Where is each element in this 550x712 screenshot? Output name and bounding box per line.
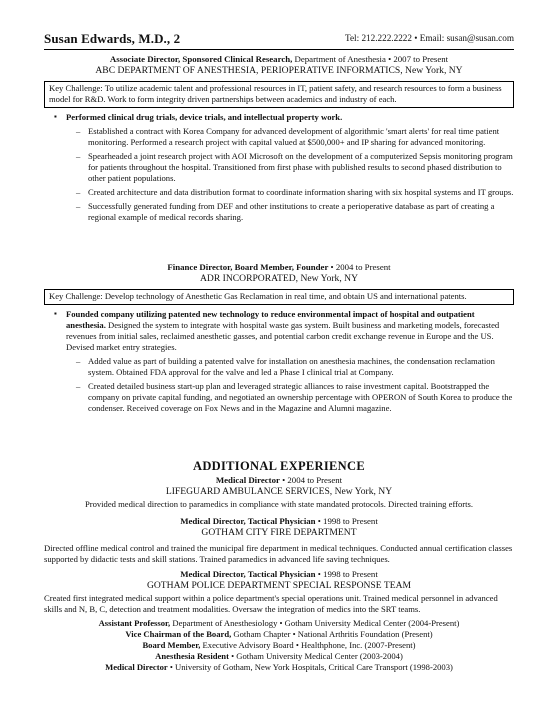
job-title-line <box>44 262 514 273</box>
other-role <box>44 662 514 673</box>
resume-header <box>44 30 514 48</box>
other-role <box>44 640 514 651</box>
role-organization: GOTHAM POLICE DEPARTMENT SPECIAL RESPONSE TEAM <box>146 580 412 592</box>
role-dates: • 1998 to Present <box>315 515 378 526</box>
achievement-detail: Designed the system to integrate with hospital waste gas system. Built business and marketing models, forecasted revenues from initial sales, reclaimed anesthetic gasses, and potential carbon credit exchange revenue in Europe and the US. Devised market entry strategies. <box>66 319 500 352</box>
section-heading: ADDITIONAL EXPERIENCE <box>193 459 365 473</box>
role-title-line <box>44 569 514 580</box>
job-organization: ABC DEPARTMENT OF ANESTHESIA, PERIOPERATIVE INFORMATICS, New York, NY <box>95 65 463 77</box>
achievement-item <box>44 112 514 223</box>
sub-achievement-list <box>66 356 514 414</box>
achievement-headline: Founded company utilizing patented new technology to reduce environmental impact of hospital and outpatient anesthesia. <box>66 308 475 330</box>
sub-achievement-item: – Spearheaded a joint research project with AOI Microsoft on the development of a computerized Sepsis monitoring program for patients throughout the hospital. Transitioned from first phase with published results to second phased distribution to other patient populations. <box>66 151 514 184</box>
other-role-detail: Executive Advisory Board • Healthphone, Inc. (2007-Present) <box>200 639 416 650</box>
role-description: Directed offline medical control and trained the municipal fire department in medical techniques. Conducted annual certification classes supported by didactic tests and skill stations. Trained paramedics in advanced life saving techniques. <box>44 543 513 565</box>
achievement-item <box>44 309 514 414</box>
sub-achievement-item: – Created detailed business start-up plan and leveraged strategic alliances to raise investment capital. Bootstrapped the company on private capital funding, and negotiated an ownership percentage with OPERON of South Korea to produce the condenser. Received coverage on Fox News and in the Magazine and Alumni magazine. <box>66 381 514 414</box>
sub-achievement-item: – Added value as part of building a patented valve for installation on anesthesia machines, the condensation reclamation system. Obtained FDA approval for the valve and led a Phase I clinical trial at Company. <box>66 356 514 378</box>
role-dates: • 2004 to Present <box>279 475 343 485</box>
achievement-list <box>44 309 514 414</box>
job-dates: Department of Anesthesia • 2007 to Present <box>292 54 449 64</box>
job-dates: • 2004 to Present <box>328 262 391 272</box>
other-role-detail: • Gotham University Medical Center (2003-2004) <box>228 650 403 661</box>
role-title: Medical Director, Tactical Physician <box>180 515 316 526</box>
other-role-title: Vice Chairman of the Board, <box>125 628 232 639</box>
role-organization: GOTHAM CITY FIRE DEPARTMENT <box>201 526 357 538</box>
header-divider <box>44 49 514 50</box>
achievement-headline: Performed clinical drug trials, device trials, and intellectual property work. <box>66 111 343 122</box>
role-title: Medical Director, Tactical Physician <box>180 569 316 580</box>
candidate-name: Susan Edwards, M.D., 2 <box>44 31 181 46</box>
job-abc-department <box>44 54 514 223</box>
other-role-detail: • University of Gotham, New York Hospitals, Critical Care Transport (1998-2003) <box>167 661 453 672</box>
role-title: Medical Director <box>215 475 280 485</box>
job-title: Finance Director, Board Member, Founder <box>167 262 329 272</box>
key-challenge-text: To utilize academic talent and professional resources in IT, patient safety, and research resources to form a business model for R&D. Work to form integrity driven partnerships between academics and industry of each. <box>49 82 502 104</box>
other-role-title: Assistant Professor, <box>98 617 171 628</box>
job-adr-incorporated <box>44 262 514 414</box>
sub-achievement-item: – Established a contract with Korea Company for advanced development of algorithmic 'smart alerts' for real time patient monitoring. Performed a research project with capital valued at $500,000+ and IP sharing for advanced monitoring. <box>66 126 514 148</box>
role-description: Created first integrated medical support within a police department's special operations unit. Trained medical personnel in advanced skills and N, B, C, detection and treatment modalities. Oversaw the integration of medics into the SRT teams. <box>44 592 498 614</box>
key-challenge-box <box>44 289 514 305</box>
achievement-list <box>44 112 514 223</box>
role-organization: LIFEGUARD AMBULANCE SERVICES, New York, NY <box>165 486 393 498</box>
other-role <box>44 651 514 662</box>
role-title-line <box>44 475 514 486</box>
other-role-title: Anesthesia Resident <box>155 650 229 661</box>
role-description: Provided medical direction to paramedics in compliance with state mandated protocols. Directed training efforts. <box>84 498 474 509</box>
role-dates: • 1998 to Present <box>315 569 378 580</box>
sub-achievement-list <box>66 126 514 223</box>
sub-achievement-item: – Created architecture and data distribution format to coordinate information sharing with six hospital systems and IT groups. <box>66 187 514 198</box>
other-role-title: Medical Director <box>105 661 168 672</box>
job-title: Associate Director, Sponsored Clinical Research, <box>109 54 293 64</box>
role-title-line <box>44 516 514 527</box>
other-role <box>44 629 514 640</box>
key-challenge-box <box>44 81 514 108</box>
sub-achievement-item: – Successfully generated funding from DEF and other institutions to create a perioperative database as part of creating a regional example of medical records sharing. <box>66 201 514 223</box>
other-role <box>44 618 514 629</box>
key-challenge-label: Key Challenge: <box>49 290 103 301</box>
other-role-detail: Department of Anesthesiology • Gotham University Medical Center (2004-Present) <box>170 617 460 628</box>
key-challenge-text: Develop technology of Anesthetic Gas Reclamation in real time, and obtain US and international patents. <box>102 290 467 301</box>
other-roles-list <box>44 618 514 673</box>
additional-experience-section <box>44 458 514 673</box>
job-title-line <box>44 54 514 65</box>
job-organization: ADR INCORPORATED, New York, NY <box>199 273 359 285</box>
contact-info: Tel: 212.222.2222 • Email: susan@susan.com <box>345 33 514 43</box>
other-role-title: Board Member, <box>142 639 201 650</box>
other-role-detail: Gotham Chapter • National Arthritis Foundation (Present) <box>231 628 433 639</box>
key-challenge-label: Key Challenge: <box>49 82 103 93</box>
